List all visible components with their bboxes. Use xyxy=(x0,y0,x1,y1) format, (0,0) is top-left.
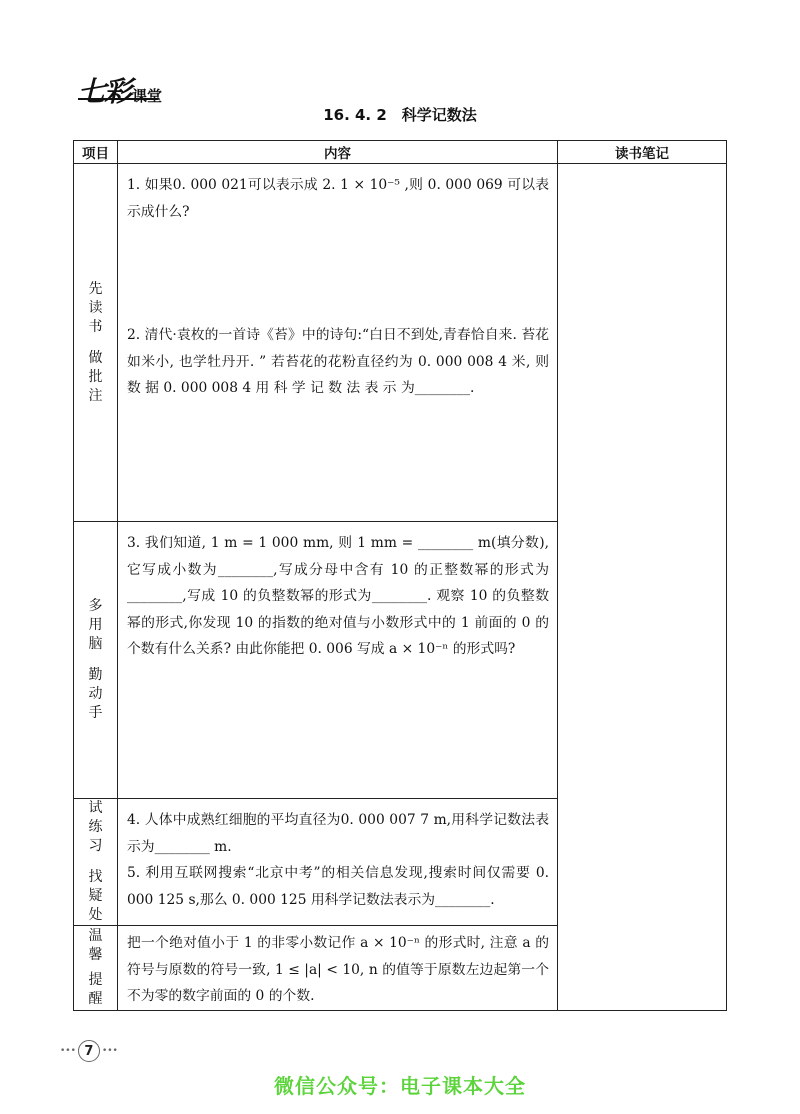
brand-logo-text: 课堂 xyxy=(132,87,163,105)
section-label-practice: 试 练 习 找 疑 处 xyxy=(74,799,118,926)
header-notes: 读书笔记 xyxy=(558,141,727,164)
page-dots-right: ••• xyxy=(101,1046,118,1056)
question-5: 5. 利用互联网搜索“北京中考”的相关信息发现,搜索时间仅需要 0. 000 125 s,那么 0. 000 125 用科学记数法表示为________. xyxy=(127,865,549,908)
notes-column[interactable] xyxy=(558,164,727,1011)
header-item: 项目 xyxy=(74,141,118,164)
section-label-read: 先 读 书 做 批 注 xyxy=(74,164,118,522)
section-label-tip: 温 馨 提 醒 xyxy=(74,926,118,1011)
header-content: 内容 xyxy=(118,141,558,164)
question-2: 2. 清代·袁枚的一首诗《苔》中的诗句:“白日不到处,青春恰自来. 苔花如米小, 也学牡丹开. ” 若苔花的花粉直径约为 0. 000 008 4 米, 则 数 据 0. 000 008 4 用 科 学 记 数 法 表 示 为________. xyxy=(127,327,549,396)
table-header-row xyxy=(74,141,727,164)
page-number-value: 7 xyxy=(78,1040,100,1062)
page-number xyxy=(60,1040,118,1062)
brand-underline xyxy=(78,98,158,100)
tip-text: 把一个绝对值小于 1 的非零小数记作 a × 10⁻ⁿ 的形式时, 注意 a 的符号与原数的符号一致, 1 ≤ |a| < 10, n 的值等于原数左边起第一个不为零的数字前面的 0 的个数. xyxy=(127,935,549,1004)
brand-logo-mark: 七彩 xyxy=(78,75,131,108)
table-row xyxy=(74,164,727,522)
content-cell-think xyxy=(118,522,558,799)
page-dots-left: ••• xyxy=(60,1046,76,1056)
content-cell-tip xyxy=(118,926,558,1011)
section-label-think: 多 用 脑 勤 动 手 xyxy=(74,522,118,799)
content-cell-practice xyxy=(118,799,558,926)
watermark: 微信公众号：电子课本大全 xyxy=(274,1074,526,1098)
page-title: 16. 4. 2 科学记数法 xyxy=(323,106,477,124)
question-3: 3. 我们知道, 1 m = 1 000 mm, 则 1 mm = ________ m(填分数), 它写成小数为________,写成分母中含有 10 的正整数幂的形式为________,写成 10 的负整数幂的形式为________. 观察 10 的负整数幂的形式,你发现 10 的指数的绝对值与小数形式中的 1 前面的 0 的个数有什么关系? 由此你能把 0. 006 写成 a × 10⁻ⁿ 的形式吗? xyxy=(127,535,549,657)
content-cell-read xyxy=(118,164,558,522)
question-1: 1. 如果0. 000 021可以表示成 2. 1 × 10⁻⁵ ,则 0. 000 069 可以表示成什么? xyxy=(127,177,549,220)
question-4: 4. 人体中成熟红细胞的平均直径为0. 000 007 7 m,用科学记数法表示为________ m. xyxy=(127,812,549,855)
reading-table xyxy=(73,140,727,1011)
